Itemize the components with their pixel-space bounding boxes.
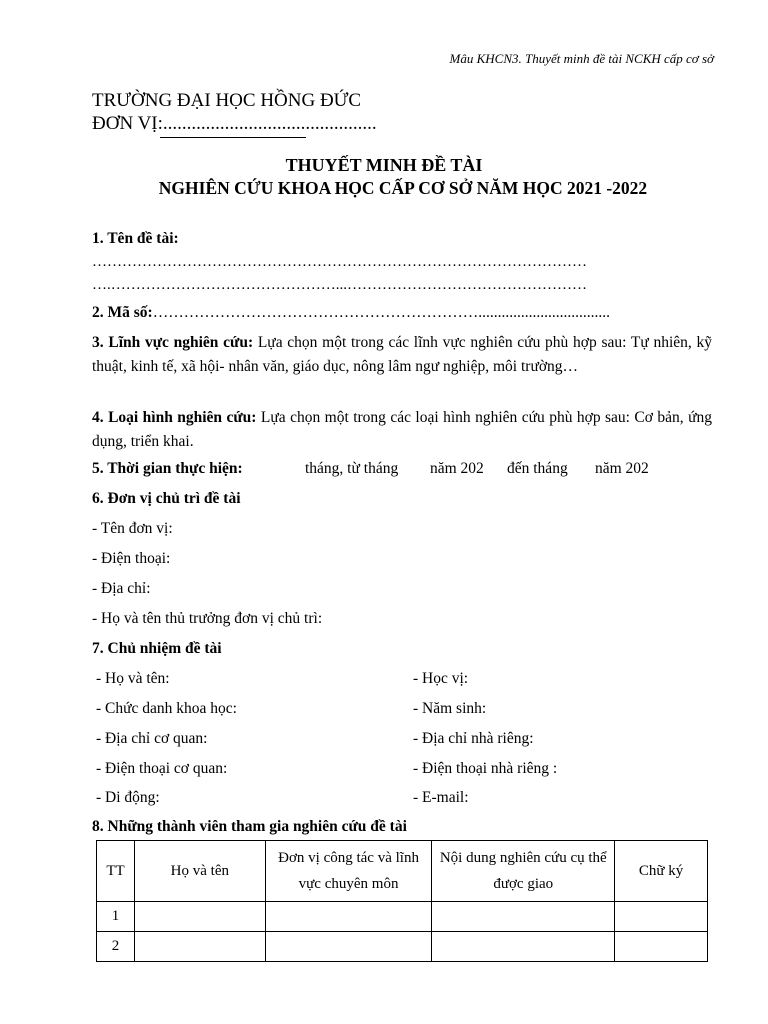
section-7-left-title: - Chức danh khoa học: (96, 700, 237, 717)
section-2 (92, 304, 610, 322)
section-7-right-email: - E-mail: (413, 789, 469, 806)
section-5-months: tháng, từ tháng (305, 460, 399, 477)
section-7-left-name: - Họ và tên: (96, 670, 170, 687)
section-7-left-mobile: - Di động: (96, 789, 160, 806)
section-8-label: 8. Những thành viên tham gia nghiên cứu đề tài (92, 818, 407, 835)
section-7-right-home-address: - Địa chỉ nhà riêng: (413, 730, 534, 747)
section-7-right-degree: - Học vị: (413, 670, 469, 687)
section-2-label: 2. Mã số: (92, 304, 153, 321)
header-content: Nội dung nghiên cứu cụ thể được giao (432, 841, 615, 902)
cell-signature[interactable] (615, 932, 708, 962)
section-1-label: 1. Tên đề tài: (92, 230, 179, 247)
table-row (97, 932, 708, 962)
section-6-item-phone: - Điện thoại: (92, 550, 171, 567)
section-5-to-month: đến tháng (507, 460, 568, 477)
section-4-text: Lựa chọn một trong các loại hình nghiên cứu phù hợp sau: Cơ bản, ứng dụng, triển khai. (92, 409, 712, 450)
section-7-right-birth-year: - Năm sinh: (413, 700, 487, 717)
unit-underline (160, 137, 306, 138)
cell-content[interactable] (432, 932, 615, 962)
section-6-item-name: - Tên đơn vị: (92, 520, 173, 537)
form-code: Mâu KHCN3. Thuyết minh đề tài NCKH cấp cơ sở (449, 51, 714, 66)
cell-name[interactable] (134, 932, 265, 962)
section-6-label: 6. Đơn vị chủ trì đề tài (92, 490, 241, 507)
section-5-label: 5. Thời gian thực hiện: (92, 460, 243, 477)
cell-tt: 2 (97, 932, 135, 962)
section-3-text: Lựa chọn một trong các lĩnh vực nghiên cứu phù hợp sau: Tự nhiên, kỹ thuật, kinh tế, xã hội- nhân văn, giáo dục, nông lâm ngư nghiệp, môi trường… (92, 334, 712, 375)
section-6-item-head: - Họ và tên thủ trưởng đơn vị chủ trì: (92, 610, 323, 627)
section-7-right-home-phone: - Điện thoại nhà riêng : (413, 760, 558, 777)
section-7-label: 7. Chủ nhiệm đề tài (92, 640, 222, 657)
section-5-year-to: năm 202 (595, 460, 649, 477)
header-signature: Chữ ký (615, 841, 708, 902)
section-6-item-address: - Địa chỉ: (92, 580, 151, 597)
section-7-left-office-phone: - Điện thoại cơ quan: (96, 760, 228, 777)
members-table (96, 840, 708, 962)
section-3 (92, 331, 712, 379)
unit-field: ĐƠN VỊ:............................................. (92, 113, 377, 134)
doc-title-line2: NGHIÊN CỨU KHOA HỌC CẤP CƠ SỞ NĂM HỌC 2021 -2022 (158, 178, 648, 198)
section-4 (92, 406, 712, 454)
table-row (97, 902, 708, 932)
section-7-left-office-address: - Địa chỉ cơ quan: (96, 730, 208, 747)
doc-title-line1: THUYẾT MINH ĐỀ TÀI (285, 155, 483, 175)
section-2-dots: ……………………………………………………….................................. (152, 304, 610, 321)
header-unit: Đơn vị công tác và lĩnh vực chuyên môn (265, 841, 432, 902)
cell-content[interactable] (432, 902, 615, 932)
school-name: TRƯỜNG ĐẠI HỌC HỒNG ĐỨC (92, 90, 362, 111)
cell-unit[interactable] (265, 932, 432, 962)
header-name: Họ và tên (134, 841, 265, 902)
section-1-dots-2: ….………………………………………...………………………………………… (92, 277, 587, 293)
cell-signature[interactable] (615, 902, 708, 932)
cell-tt: 1 (97, 902, 135, 932)
section-5-year-from: năm 202 (430, 460, 484, 477)
table-header-row (97, 841, 708, 902)
section-1-dots-1: ……………………………………………………………………………………… (92, 254, 587, 270)
cell-unit[interactable] (265, 902, 432, 932)
section-4-label: 4. Loại hình nghiên cứu: (92, 409, 257, 426)
section-3-label: 3. Lĩnh vực nghiên cứu: (92, 334, 254, 351)
cell-name[interactable] (134, 902, 265, 932)
header-tt: TT (97, 841, 135, 902)
